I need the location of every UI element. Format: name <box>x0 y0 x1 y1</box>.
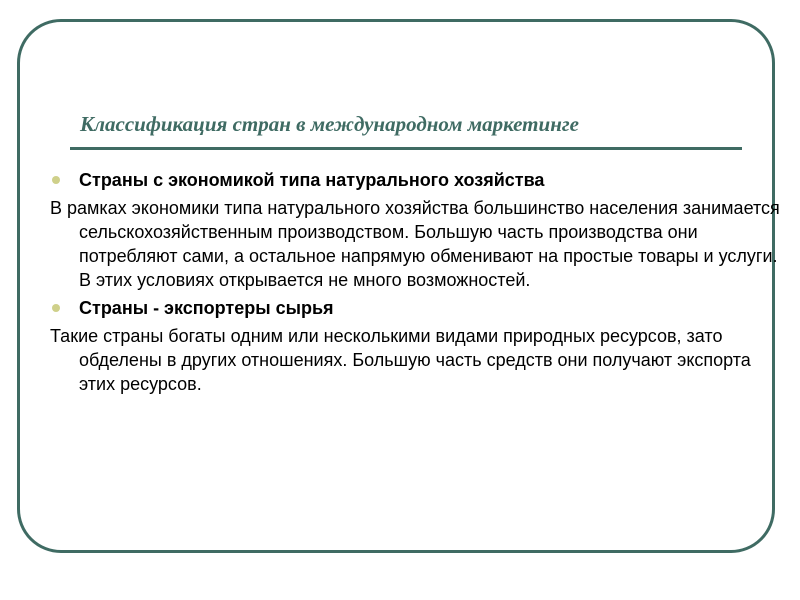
section-heading-text: Страны - экспортеры сырья <box>79 298 334 318</box>
section-paragraph-subsistence: В рамках экономики типа натурального хозяйства большинство населения занимается сельскохозяйственным производством. Большую часть производства они потребляют сами, а остальное напрямую обменивают на простые товары и услуги. В этих условиях открывается не много возможностей. <box>50 198 780 290</box>
section-paragraph-raw-exporters: Такие страны богаты одним или несколькими видами природных ресурсов, зато обделены в других отношениях. Большую часть средств они получают экспорта этих ресурсов. <box>50 326 751 394</box>
bullet-dot-icon <box>52 176 60 184</box>
bullet-dot-icon <box>52 304 60 312</box>
slide-title: Классификация стран в международном маркетинге <box>80 112 579 136</box>
section-heading-raw-exporters <box>50 296 780 320</box>
title-divider <box>70 147 742 150</box>
section-heading-text: Страны с экономикой типа натурального хозяйства <box>79 170 545 190</box>
slide-content <box>50 168 780 400</box>
section-heading-subsistence <box>50 168 780 192</box>
